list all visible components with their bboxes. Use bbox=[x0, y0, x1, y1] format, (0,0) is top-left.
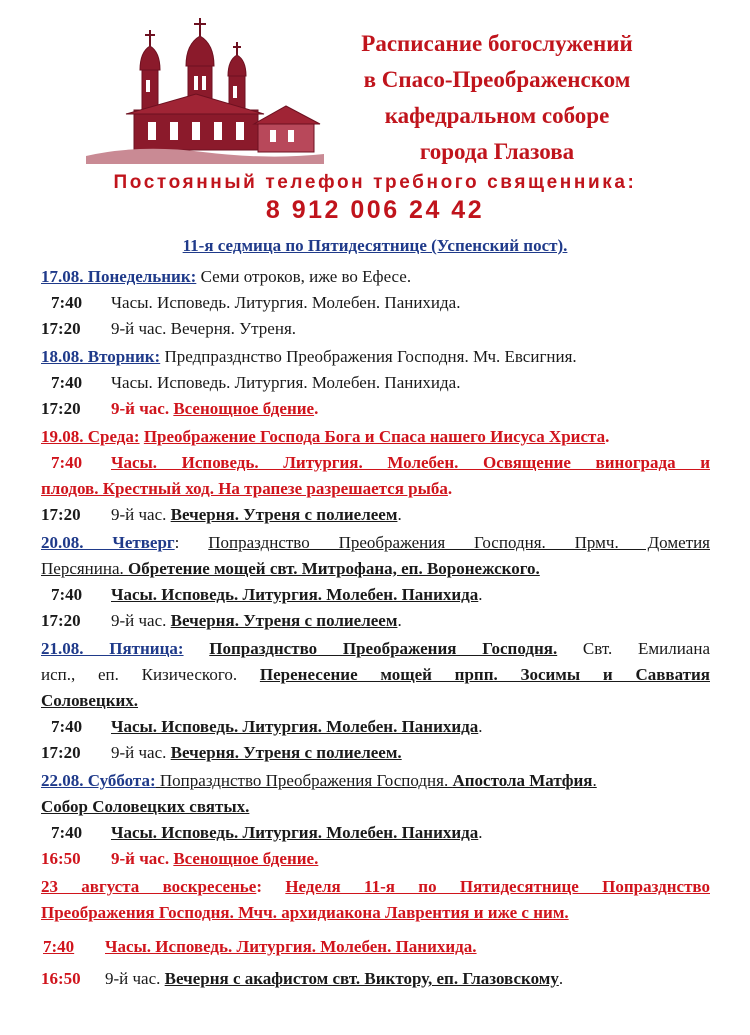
service-text: Часы. Исповедь. Литургия. Молебен. Панихида. bbox=[111, 293, 461, 312]
day-header bbox=[41, 530, 710, 556]
service-highlight: Всенощное бдение. bbox=[173, 849, 319, 868]
title-line-4: города Глазова bbox=[419, 139, 575, 164]
day-date: 21.08. Пятница: bbox=[41, 639, 184, 658]
service-text: Часы. Исповедь. Литургия. Молебен. Панихида. bbox=[111, 373, 461, 392]
service-text: 9-й час. bbox=[111, 849, 174, 868]
title-line-2: в Спасо-Преображенском bbox=[363, 67, 631, 92]
day-date: 19.08. Среда: bbox=[41, 427, 140, 446]
phone-number: 8 912 006 24 42 bbox=[265, 196, 485, 224]
service-text-end: . bbox=[558, 969, 564, 988]
service-time: 7:40 bbox=[51, 717, 83, 736]
service-row bbox=[41, 290, 710, 316]
service-time: 7:40 bbox=[51, 823, 83, 842]
day-description-highlight: Попразднство Преображения Господня. bbox=[209, 639, 558, 658]
cathedral-drawing-icon bbox=[78, 18, 328, 166]
service-highlight: Вечерня. Утреня с полиелеем bbox=[170, 611, 398, 630]
service-text-end: . bbox=[397, 505, 402, 524]
day-header-continued bbox=[41, 688, 710, 714]
day-description: Свт. Емилиана bbox=[557, 639, 710, 658]
service-row bbox=[41, 396, 710, 422]
day-header bbox=[41, 344, 710, 370]
service-text: 9-й час. bbox=[111, 399, 174, 418]
day-date-colon: : bbox=[174, 533, 180, 552]
service-row bbox=[41, 316, 710, 342]
day-header-continued bbox=[41, 556, 710, 582]
service-text: 9-й час. bbox=[105, 969, 165, 988]
day-header bbox=[41, 636, 710, 662]
service-highlight: Часы. Исповедь. Литургия. Молебен. Панихида bbox=[111, 717, 479, 736]
schedule bbox=[41, 262, 710, 992]
day-description-end: . bbox=[605, 427, 610, 446]
day-date: 18.08. Вторник: bbox=[41, 347, 161, 366]
day-description-highlight: Собор Соловецких святых. bbox=[41, 797, 250, 816]
title-line-3: кафедральном соборе bbox=[384, 103, 610, 128]
service-text: Часы. Исповедь. Литургия. Молебен. Освящение винограда и bbox=[111, 453, 710, 472]
service-time: 17:20 bbox=[41, 319, 81, 338]
day-description: Преображение Господа Бога и Спаса нашего Иисуса Христа bbox=[143, 427, 606, 446]
day-description: Попразднство Преображения Господня. Прмч. Дометия bbox=[208, 533, 710, 552]
service-highlight: Часы. Исповедь. Литургия. Молебен. Панихида bbox=[111, 823, 479, 842]
service-time: 17:20 bbox=[41, 399, 81, 418]
day-description-highlight: Обретение мощей свт. Митрофана, еп. Воронежского. bbox=[128, 559, 540, 578]
day-description-highlight: Перенесение мощей прпп. Зосимы и Савватия bbox=[259, 665, 710, 684]
day-header-continued bbox=[41, 794, 710, 820]
service-row bbox=[41, 608, 710, 634]
service-row bbox=[41, 846, 710, 872]
day-description-end: . bbox=[592, 771, 597, 790]
service-time: 16:50 bbox=[41, 969, 81, 988]
day-description: Предпразднство Преображения Господня. Мч. Евсигния. bbox=[160, 347, 577, 366]
service-text: 9-й час. Вечерня. Утреня. bbox=[111, 319, 297, 338]
page-title bbox=[322, 26, 672, 170]
service-time: 7:40 bbox=[51, 585, 83, 604]
service-text-end: . bbox=[447, 479, 453, 498]
day-description-highlight: Апостола Матфия bbox=[452, 771, 593, 790]
service-text-end: . bbox=[478, 717, 483, 736]
service-time: 7:40 bbox=[43, 937, 75, 956]
service-time: 17:20 bbox=[41, 743, 81, 762]
service-text: 9-й час. bbox=[111, 505, 171, 524]
service-highlight: Вечерня с акафистом свт. Виктору, еп. Глазовскому bbox=[164, 969, 559, 988]
day-header-continued bbox=[41, 900, 710, 926]
day-date: 17.08. Понедельник: bbox=[41, 267, 197, 286]
day-description: Семи отроков, иже во Ефесе. bbox=[196, 267, 412, 286]
service-time: 7:40 bbox=[51, 453, 83, 472]
day-description: Персянина. bbox=[41, 559, 129, 578]
service-highlight: Вечерня. Утреня с полиелеем bbox=[170, 505, 398, 524]
service-row bbox=[41, 934, 710, 960]
day-date: 22.08. Суббота: bbox=[41, 771, 156, 790]
service-time: 7:40 bbox=[51, 373, 83, 392]
service-row bbox=[41, 966, 710, 992]
service-row bbox=[41, 502, 710, 528]
service-time: 7:40 bbox=[51, 293, 83, 312]
service-text: плодов. Крестный ход. На трапезе разрешается рыба bbox=[41, 479, 448, 498]
service-text-end: . bbox=[478, 585, 483, 604]
day-description: Попразднство Преображения Господня. bbox=[155, 771, 453, 790]
service-text: Часы. Исповедь. Литургия. Молебен. Панихида. bbox=[105, 937, 477, 956]
service-text: 9-й час. bbox=[111, 743, 171, 762]
service-highlight: Вечерня. Утреня с полиелеем. bbox=[170, 743, 402, 762]
service-text: 9-й час. bbox=[111, 611, 171, 630]
day-header bbox=[41, 424, 710, 450]
service-highlight: Часы. Исповедь. Литургия. Молебен. Панихида bbox=[111, 585, 479, 604]
service-time: 17:20 bbox=[41, 611, 81, 630]
title-line-1: Расписание богослужений bbox=[361, 31, 633, 56]
service-row bbox=[41, 450, 710, 476]
day-header bbox=[41, 874, 710, 900]
service-row bbox=[41, 370, 710, 396]
service-row bbox=[41, 820, 710, 846]
day-description-highlight: Соловецких. bbox=[41, 691, 139, 710]
header bbox=[0, 0, 750, 225]
day-header-continued bbox=[41, 662, 710, 688]
day-header bbox=[41, 768, 710, 794]
service-row bbox=[41, 582, 710, 608]
week-title: 11-я седмица по Пятидесятнице (Успенский пост). bbox=[182, 236, 568, 255]
service-row bbox=[41, 714, 710, 740]
day-header bbox=[41, 264, 710, 290]
service-row bbox=[41, 740, 710, 766]
day-date: 23 августа воскресенье bbox=[41, 877, 257, 896]
day-date-colon: : bbox=[256, 877, 263, 896]
service-text-end: . bbox=[314, 399, 319, 418]
service-time: 16:50 bbox=[41, 849, 81, 868]
day-description: Неделя 11-я по Пятидесятнице Попразднство bbox=[285, 877, 710, 896]
service-highlight: Всенощное бдение bbox=[173, 399, 315, 418]
day-description: Преображения Господня. Мчч. архидиакона Лаврентия и иже с ним. bbox=[41, 903, 569, 922]
service-row-continued bbox=[41, 476, 710, 502]
service-text-end: . bbox=[397, 611, 402, 630]
day-date: 20.08. Четверг bbox=[41, 533, 175, 552]
service-time: 17:20 bbox=[41, 505, 81, 524]
day-description: исп., еп. Кизического. bbox=[41, 665, 260, 684]
service-text-end: . bbox=[478, 823, 483, 842]
phone-label: Постоянный телефон требного священника: bbox=[113, 172, 637, 193]
